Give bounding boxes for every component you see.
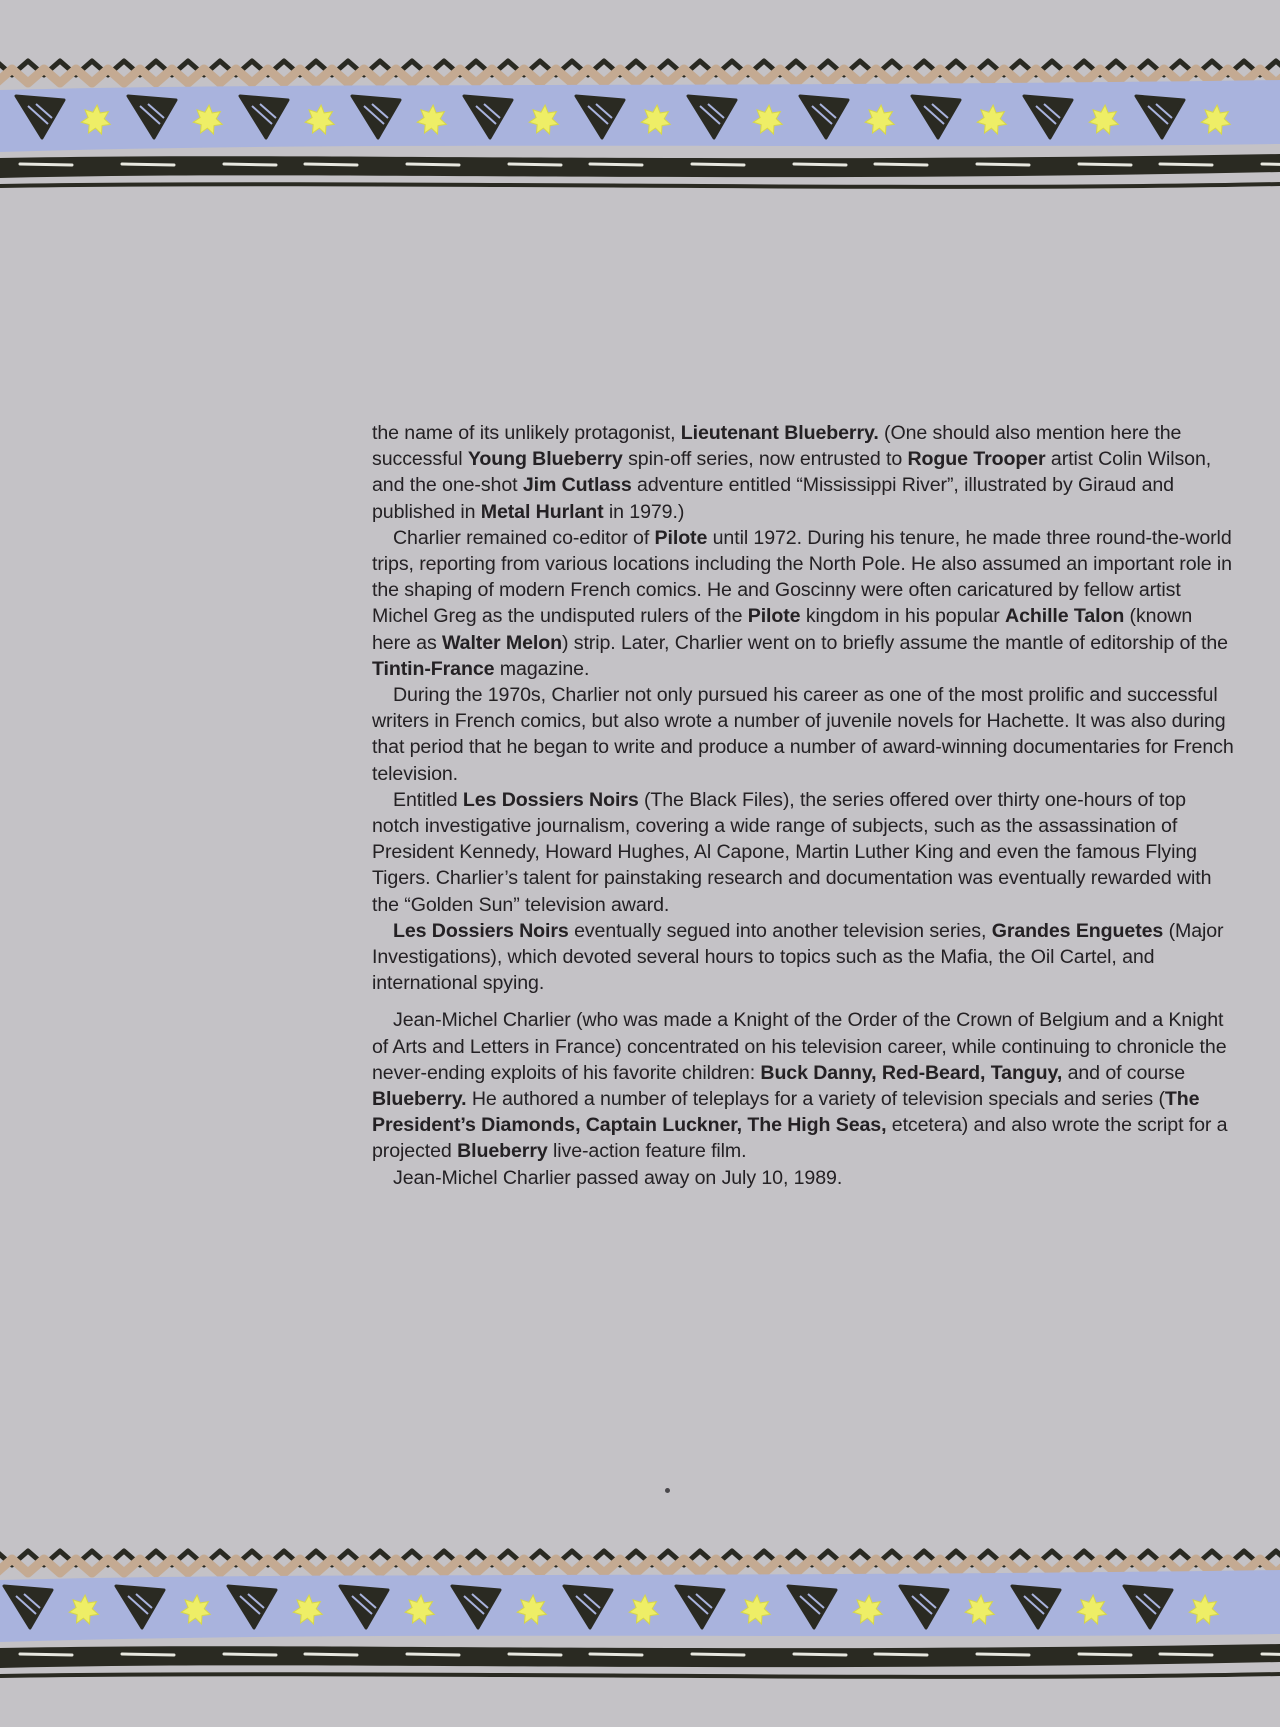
- text-run: the name of its unlikely protagonist,: [372, 422, 681, 444]
- text-run: etcetera) and also wrote the script for a projected: [372, 1114, 1228, 1163]
- bold-title: Pilote: [654, 526, 708, 549]
- stripe-highlight: [1262, 164, 1280, 165]
- stripe-highlight: [1079, 164, 1131, 165]
- stripe-highlight: [122, 1654, 174, 1655]
- zigzag-ink-line: [0, 61, 1280, 75]
- stripe-highlight: [977, 164, 1029, 165]
- bold-title: Blueberry: [457, 1140, 548, 1163]
- zigzag-ink-line: [0, 1551, 1280, 1565]
- stripe-highlight: [794, 1654, 846, 1655]
- text-run: eventually segued into another television series,: [568, 919, 992, 942]
- paragraph-1970s: [372, 682, 1234, 787]
- stripe-highlight: [122, 164, 174, 165]
- text-run: Entitled: [393, 788, 463, 811]
- blue-band: [0, 80, 1280, 152]
- stripe-highlight: [692, 164, 744, 165]
- bold-title: Achille Talon: [1005, 605, 1125, 628]
- text-run: in 1979.): [603, 500, 685, 523]
- article-body: [372, 420, 1234, 1191]
- text-run: until 1972. During his tenure, he made three round-the-world trips, reporting from various locations including the North Pole. He also assumed an important role in the shaping of modern French comics. He and Goscinny were often caricatured by fellow artist Michel Greg as the undisputed rulers of the: [372, 526, 1232, 628]
- text-run: kingdom in his popular: [800, 605, 1006, 628]
- paragraph-grandes-enguetes: [372, 918, 1234, 997]
- paragraph-knighthood: [372, 1007, 1234, 1164]
- ink-speck: [665, 1488, 670, 1493]
- stripe-highlight: [1160, 164, 1212, 165]
- stripe-highlight: [407, 1654, 459, 1655]
- bold-title: Blueberry.: [372, 1088, 467, 1111]
- bold-title: Les Dossiers Noirs: [393, 919, 569, 942]
- bold-title: Les Dossiers Noirs: [462, 788, 639, 811]
- stripe-highlight: [407, 164, 459, 165]
- text-run: He authored a number of teleplays for a variety of television specials and series (: [466, 1088, 1165, 1111]
- paragraph-passed-away: [372, 1165, 1234, 1191]
- stripe-highlight: [224, 164, 276, 165]
- text-run: and of course: [1062, 1061, 1186, 1084]
- stripe-highlight: [20, 1654, 72, 1655]
- stripe-highlight: [977, 1654, 1029, 1655]
- bottom-decorative-border: [0, 1530, 1280, 1710]
- bold-title: Metal Hurlant: [480, 500, 604, 523]
- stripe-highlight: [305, 164, 357, 165]
- text-run: magazine.: [494, 657, 590, 680]
- bottom-ink-line: [0, 184, 1280, 187]
- stripe-highlight: [1160, 1654, 1212, 1655]
- stripe-highlight: [224, 1654, 276, 1655]
- stripe-highlight: [590, 164, 642, 165]
- text-run: ) strip. Later, Charlier went on to briefly assume the mantle of editorship of the: [562, 631, 1228, 654]
- text-run: Jean-Michel Charlier passed away on July 10, 1989.: [393, 1166, 843, 1189]
- stripe-highlight: [1262, 1654, 1280, 1655]
- bold-title: Pilote: [747, 605, 801, 628]
- stripe-highlight: [20, 164, 72, 165]
- paragraph-dossiers-noirs: [372, 787, 1234, 918]
- top-decorative-border: [0, 40, 1280, 220]
- bold-title: Buck Danny, Red-Beard, Tanguy,: [760, 1061, 1063, 1084]
- text-run: Charlier remained co-editor of: [393, 526, 655, 549]
- zigzag-tan-line: [0, 69, 1280, 83]
- bottom-ink-line: [0, 1674, 1280, 1677]
- paragraph-continued: [372, 420, 1234, 525]
- text-run: (One should also mention here the successful: [372, 422, 1182, 471]
- bold-title: Lieutenant Blueberry.: [680, 422, 879, 444]
- text-run: artist Colin Wilson, and the one-shot: [372, 448, 1212, 497]
- stripe-highlight: [305, 1654, 357, 1655]
- text-run: spin-off series, now entrusted to: [622, 448, 908, 471]
- bold-title: Jim Cutlass: [522, 474, 632, 497]
- stripe-highlight: [875, 1654, 927, 1655]
- text-run: Jean-Michel Charlier (who was made a Knight of the Order of the Crown of Belgium and a Knight of Arts and Letters in France) concentrated on his television career, while continuing to chronicle the never-ending exploits of his favorite children:: [372, 1009, 1227, 1084]
- stripe-highlight: [509, 1654, 561, 1655]
- text-run: During the 1970s, Charlier not only pursued his career as one of the most prolific and successful writers in French comics, but also wrote a number of juvenile novels for Hachette. It was also during that period that he began to write and produce a number of award-winning documentaries for French television.: [372, 684, 1234, 785]
- bold-title: Rogue Trooper: [907, 448, 1046, 471]
- bold-title: Tintin-France: [372, 657, 495, 680]
- stripe-highlight: [1079, 1654, 1131, 1655]
- bold-title: Grandes Enguetes: [991, 919, 1164, 942]
- text-run: live-action feature film.: [547, 1140, 747, 1163]
- bold-title: Young Blueberry: [467, 448, 623, 471]
- stripe-highlight: [590, 1654, 642, 1655]
- text-run: (Major Investigations), which devoted several hours to topics such as the Mafia, the Oil Cartel, and international spying.: [372, 919, 1224, 995]
- text-run: (The Black Files), the series offered over thirty one-hours of top notch investigative journalism, covering a wide range of subjects, such as the assassination of President Kennedy, Howard Hughes, Al Capone, Martin Luther King and even the famous Flying Tigers. Charlier’s talent for painstaking research and documentation was eventually rewarded with the “Golden Sun” television award.: [372, 788, 1212, 916]
- zigzag-tan-line: [0, 1559, 1280, 1573]
- paragraph-pilote: [372, 525, 1234, 682]
- stripe-highlight: [509, 164, 561, 165]
- stripe-highlight: [794, 164, 846, 165]
- text-run: (known here as: [372, 605, 1193, 654]
- stripe-highlight: [875, 164, 927, 165]
- stripe-highlight: [692, 1654, 744, 1655]
- bold-title: The President’s Diamonds, Captain Luckner, The High Seas,: [372, 1088, 1200, 1137]
- text-run: adventure entitled “Mississippi River”, illustrated by Giraud and published in: [372, 474, 1174, 523]
- bold-title: Walter Melon: [442, 631, 562, 654]
